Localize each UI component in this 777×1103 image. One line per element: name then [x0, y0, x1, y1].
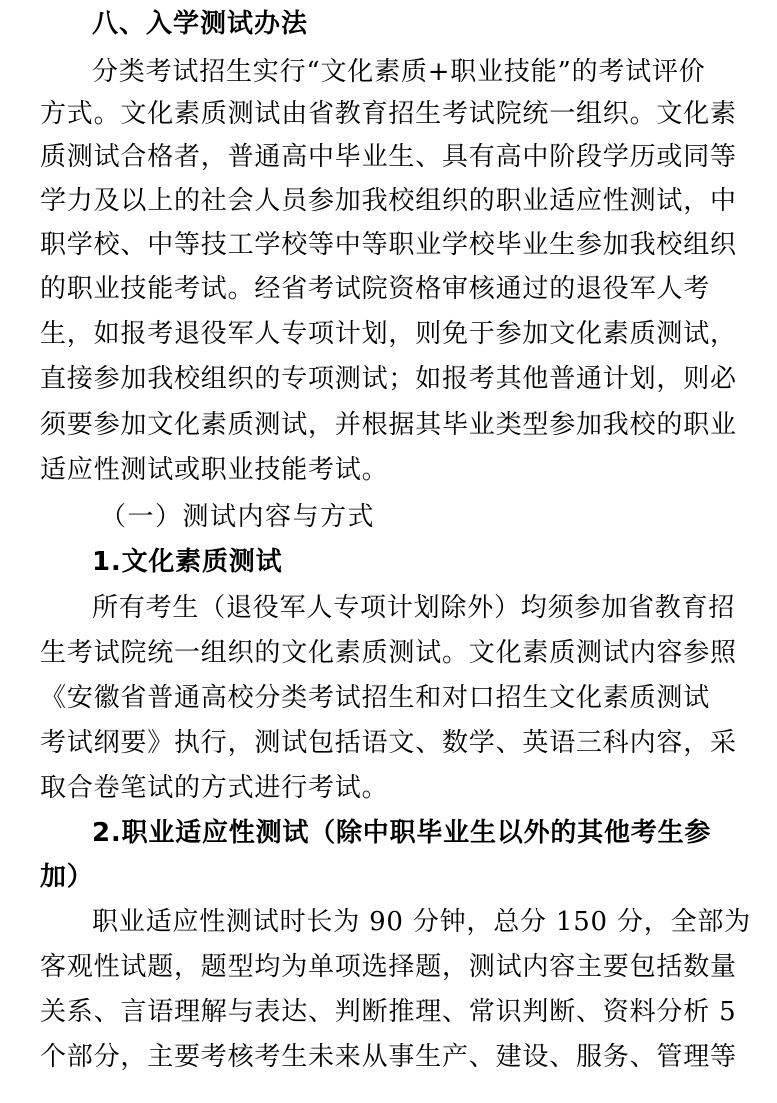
paragraph-line: 学力及以上的社会人员参加我校组织的职业适应性测试，中 [40, 186, 737, 216]
paragraph-line: 分类考试招生实行“文化素质+职业技能”的考试评价 [92, 57, 706, 87]
subsection-heading: （一）测试内容与方式 [100, 502, 376, 532]
item-heading: 1.文化素质测试 [92, 547, 283, 577]
paragraph-line: 适应性测试或职业技能考试。 [40, 455, 389, 485]
paragraph-line: 个部分，主要考核考生未来从事生产、建设、服务、管理等 [40, 1042, 737, 1072]
paragraph-line: 职业适应性测试时长为 90 分钟，总分 150 分，全部为 [92, 907, 751, 937]
paragraph-line: 质测试合格者，普通高中毕业生、具有高中阶段学历或同等 [40, 142, 737, 172]
item-heading-continued: 加） [40, 862, 94, 892]
paragraph-line: 生考试院统一组织的文化素质测试。文化素质测试内容参照 [40, 638, 737, 668]
paragraph-line: 《安徽省普通高校分类考试招生和对口招生文化素质测试 [40, 683, 711, 713]
paragraph-line: 职学校、中等技工学校等中等职业学校毕业生参加我校组织 [40, 230, 737, 260]
paragraph-line: 须要参加文化素质测试，并根据其毕业类型参加我校的职业 [40, 410, 737, 440]
section-heading: 八、入学测试办法 [92, 9, 309, 39]
paragraph-line: 直接参加我校组织的专项测试；如报考其他普通计划，则必 [40, 364, 737, 394]
item-heading: 2.职业适应性测试（除中职毕业生以外的其他考生参 [92, 818, 712, 848]
paragraph-line: 关系、言语理解与表达、判断推理、常识判断、资料分析 5 [40, 997, 737, 1027]
paragraph-line: 生，如报考退役军人专项计划，则免于参加文化素质测试， [40, 319, 737, 349]
paragraph-line: 取合卷笔试的方式进行考试。 [40, 773, 389, 803]
paragraph-line: 的职业技能考试。经省考试院资格审核通过的退役军人考 [40, 274, 711, 304]
paragraph-line: 方式。文化素质测试由省教育招生考试院统一组织。文化素 [40, 99, 737, 129]
paragraph-line: 客观性试题，题型均为单项选择题，测试内容主要包括数量 [40, 952, 737, 982]
paragraph-line: 考试纲要》执行，测试包括语文、数学、英语三科内容，采 [40, 728, 737, 758]
paragraph-line: 所有考生（退役军人专项计划除外）均须参加省教育招 [92, 593, 736, 623]
